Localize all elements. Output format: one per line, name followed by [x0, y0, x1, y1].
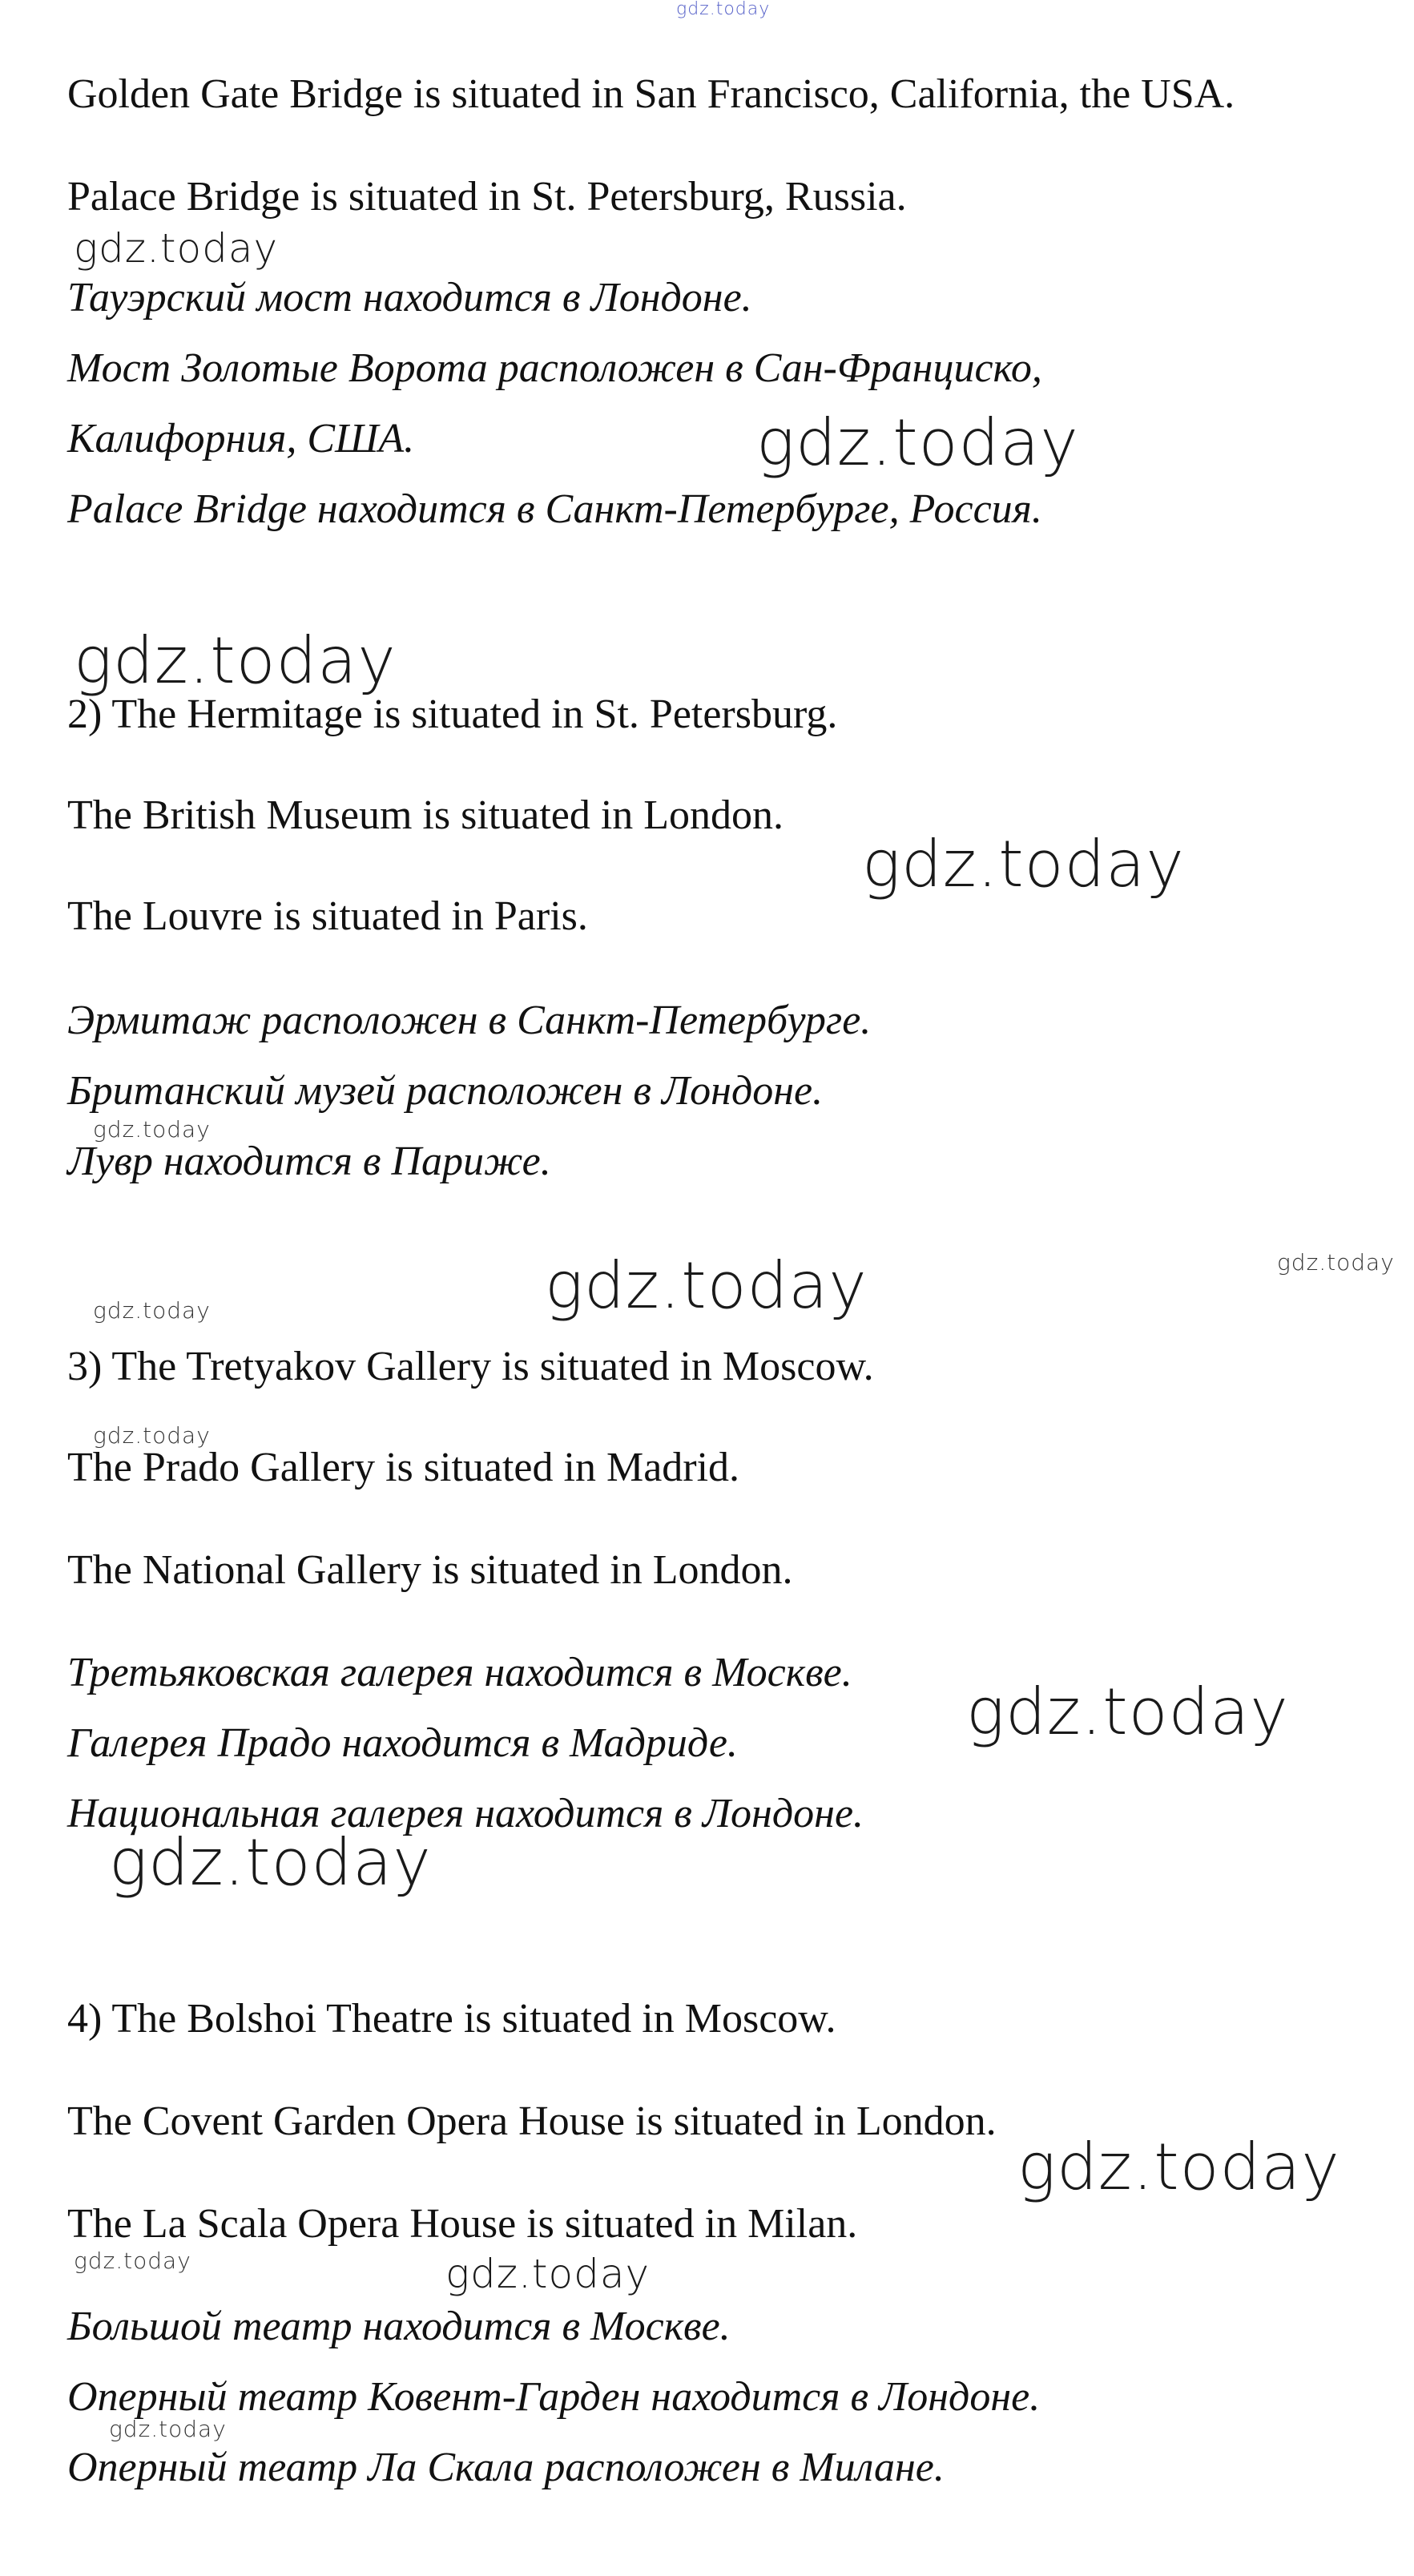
russian-line: Мост Золотые Ворота расположен в Сан-Франциско, — [67, 345, 1042, 391]
watermark: gdz.today — [1277, 1249, 1395, 1276]
watermark: gdz.today — [74, 623, 397, 698]
russian-line: Palace Bridge находится в Санкт-Петербурге, Россия. — [67, 486, 1042, 532]
english-line: Golden Gate Bridge is situated in San Francisco, California, the USA. — [67, 71, 1235, 117]
watermark: gdz.today — [756, 405, 1079, 480]
russian-line: Национальная галерея находится в Лондоне. — [67, 1791, 864, 1836]
russian-line: Оперный театр Ковент-Гарден находится в Лондоне. — [67, 2374, 1041, 2420]
watermark: gdz.today — [93, 1116, 211, 1143]
russian-line: Оперный театр Ла Скала расположен в Милане. — [67, 2445, 945, 2490]
english-line: The La Scala Opera House is situated in Milan. — [67, 2201, 858, 2247]
russian-line: Большой театр находится в Москве. — [67, 2304, 731, 2349]
russian-line: Эрмитаж расположен в Санкт-Петербурге. — [67, 998, 872, 1043]
russian-line: Лувр находится в Париже. — [67, 1139, 551, 1184]
watermark: gdz.today — [109, 2416, 227, 2442]
watermark: gdz.today — [74, 2247, 191, 2274]
watermark: gdz.today — [74, 225, 279, 272]
watermark: gdz.today — [445, 2251, 651, 2297]
english-line: The National Gallery is situated in London. — [67, 1547, 793, 1593]
english-line: The Covent Garden Opera House is situated in London. — [67, 2098, 997, 2144]
russian-line: Тауэрский мост находится в Лондоне. — [67, 275, 752, 320]
english-line: 2) The Hermitage is situated in St. Petersburg. — [67, 691, 838, 737]
watermark: gdz.today — [109, 1825, 432, 1900]
watermark: gdz.today — [676, 0, 771, 19]
watermark: gdz.today — [93, 1297, 211, 1324]
russian-line: Британский музей расположен в Лондоне. — [67, 1068, 824, 1114]
russian-line: Галерея Прадо находится в Мадриде. — [67, 1720, 738, 1766]
watermark: gdz.today — [545, 1248, 868, 1323]
russian-line: Калифорния, США. — [67, 416, 415, 462]
watermark: gdz.today — [966, 1675, 1289, 1749]
english-line: Palace Bridge is situated in St. Petersburg, Russia. — [67, 174, 907, 220]
english-line: The Louvre is situated in Paris. — [67, 893, 588, 939]
watermark: gdz.today — [93, 1422, 211, 1449]
english-line: 4) The Bolshoi Theatre is situated in Moscow. — [67, 1996, 836, 2042]
russian-line: Третьяковская галерея находится в Москве. — [67, 1650, 852, 1695]
watermark: gdz.today — [862, 827, 1185, 901]
watermark: gdz.today — [1017, 2130, 1340, 2204]
english-line: The Prado Gallery is situated in Madrid. — [67, 1445, 740, 1490]
english-line: The British Museum is situated in London. — [67, 792, 784, 838]
english-line: 3) The Tretyakov Gallery is situated in Moscow. — [67, 1344, 874, 1389]
